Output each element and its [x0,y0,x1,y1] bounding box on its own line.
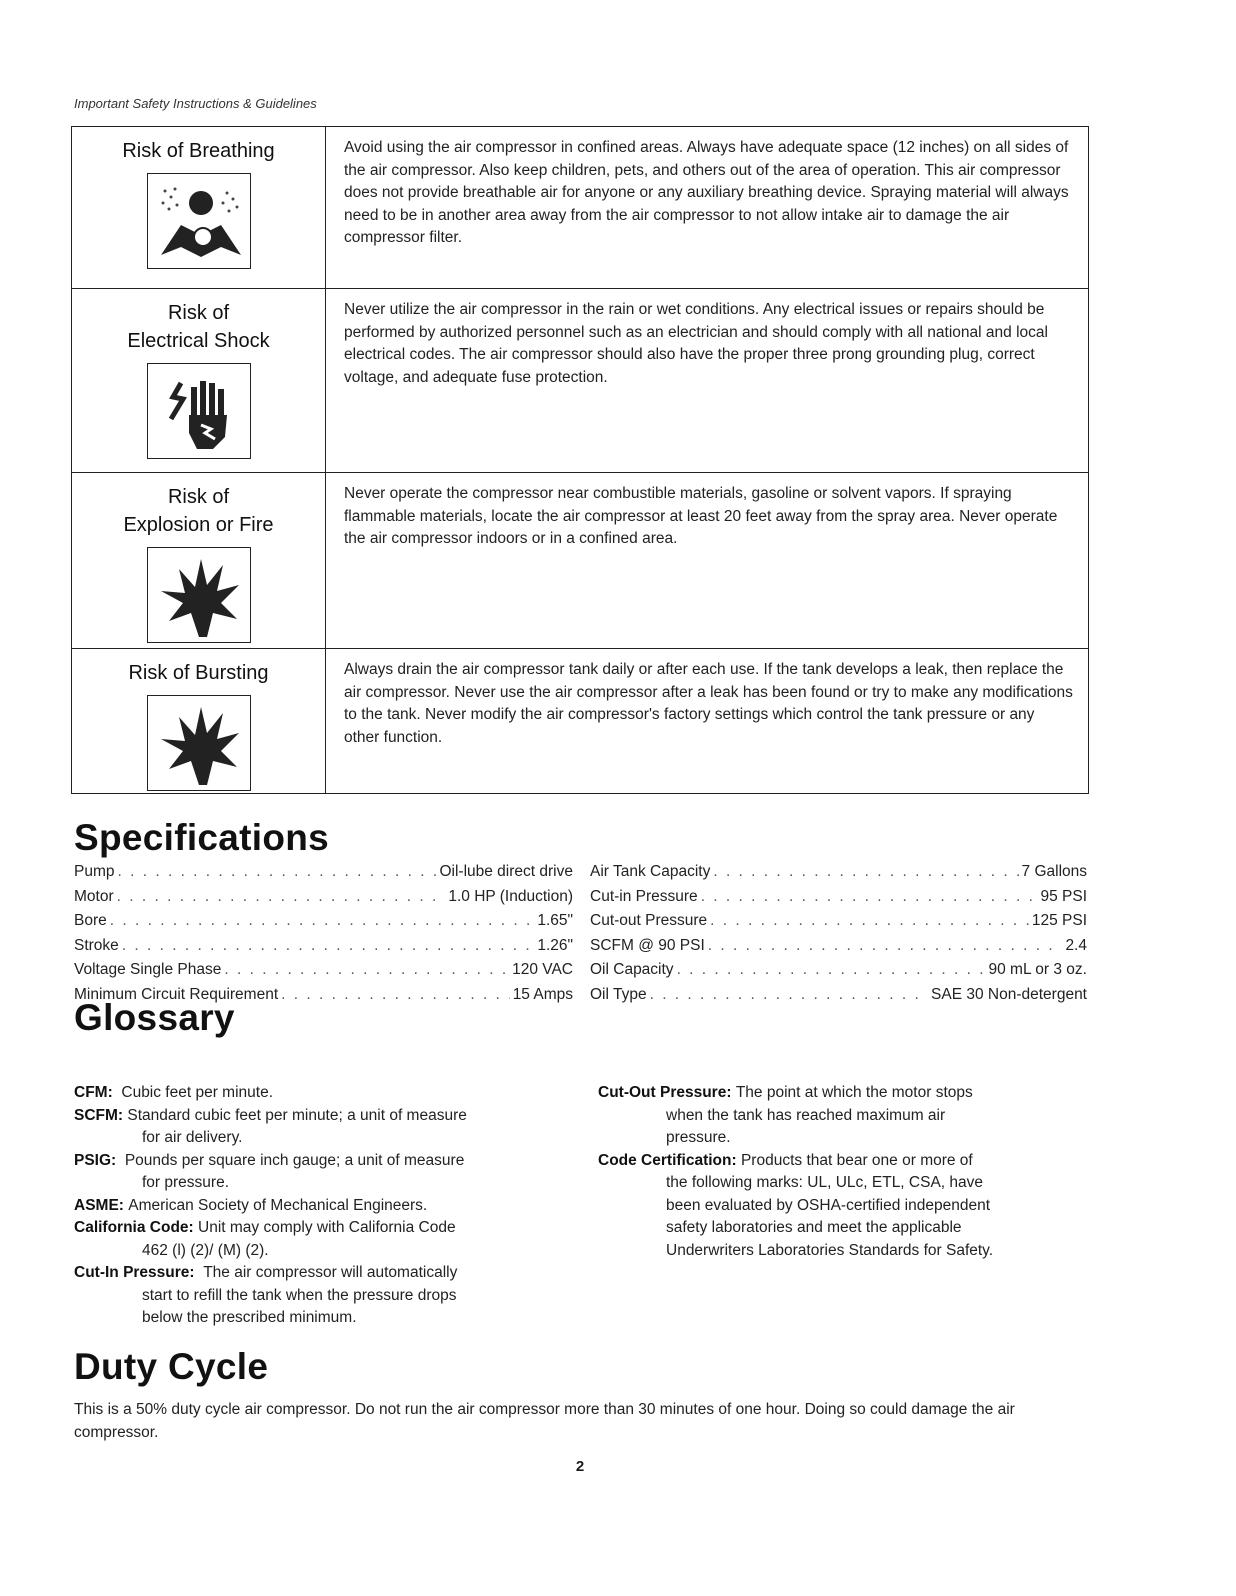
glossary-entry: PSIG: Pounds per square inch gauge; a unit of measure for pressure. [74,1151,465,1191]
risk-cell [72,473,326,648]
electric-shock-hand-icon [147,363,251,459]
glossary-entry: SCFM: Standard cubic feet per minute; a unit of measure for air delivery. [74,1106,467,1146]
spec-row: Stroke . . . 1.26" [74,934,573,959]
risk-title: Risk of Explosion or Fire [123,486,274,536]
spec-row: Cut-out Pressure . . . 125 PSI [590,909,1087,934]
spec-row: Motor . . . 1.0 HP (Induction) [74,885,573,910]
leader-dots [110,909,535,934]
risk-title: Risk of Electrical Shock [127,302,270,352]
risk-title: Risk of Breathing [122,140,275,162]
burst-icon [147,695,251,791]
risk-cell [72,649,326,793]
leader-dots [713,860,1018,885]
safety-row-electrical [72,289,1088,473]
leader-dots [650,983,928,1008]
leader-dots [710,909,1029,934]
spec-column-left [74,860,573,1008]
leader-dots [677,958,986,983]
glossary-entry: CFM: Cubic feet per minute. [74,1084,274,1101]
page-number: 2 [575,1458,585,1475]
spec-row: Cut-in Pressure . . . 95 PSI [590,885,1087,910]
safety-row-explosion [72,473,1088,649]
glossary-column-right [598,1082,1088,1262]
safety-row-breathing [72,127,1088,289]
spec-row: Air Tank Capacity . . . 7 Gallons [590,860,1087,885]
spec-row: Pump . . . Oil-lube direct drive [74,860,573,885]
glossary-entry: Cut-Out Pressure: The point at which the motor stops when the tank has reached maximum air pressure. [598,1084,973,1146]
duty-cycle-heading: Duty Cycle [74,1346,269,1387]
risk-description: Never operate the compressor near combustible materials, gasoline or solvent vapors. If spraying flammable materials, locate the air compressor at least 20 feet away from the spray area. Never operate the air compressor indoors or in a confined area. [344,485,1058,547]
risk-description: Avoid using the air compressor in confined areas. Always have adequate space (12 inches) on all sides of the air compressor. Also keep children, pets, and others out of the area of operation. This air compressor does not provide breathable air for anyone or any auxiliary breathing device. Spraying material will always need to be in another area away from the air compressor to not allow intake air to damage the air compressor filter. [344,139,1069,246]
explosion-icon [147,547,251,643]
spec-row: SCFM @ 90 PSI . . . 2.4 [590,934,1087,959]
spec-row: Minimum Circuit Requirement . . . 15 Amps [74,983,573,1008]
leader-dots [224,958,509,983]
leader-dots [701,885,1038,910]
glossary-entry: Cut-In Pressure: The air compressor will automatically start to refill the tank when the pressure drops below the prescribed minimum. [74,1264,458,1326]
glossary-heading: Glossary [74,997,235,1038]
risk-cell [72,127,326,288]
leader-dots [118,860,437,885]
spec-row: Oil Type . . . SAE 30 Non-detergent [590,983,1087,1008]
risk-description: Never utilize the air compressor in the rain or wet conditions. Any electrical issues or repairs should be performed by authorized personnel such as an electrician and should comply with all national and local electrical codes. The air compressor should also have the proper three prong grounding plug, correct voltage, and adequate fuse protection. [344,301,1048,386]
duty-cycle-text: This is a 50% duty cycle air compressor. Do not run the air compressor more than 30 minutes of one hour. Doing so could damage the air compressor. [74,1401,1015,1441]
leader-dots [281,983,510,1008]
risk-title: Risk of Bursting [128,662,269,684]
leader-dots [117,885,446,910]
spec-row: Bore . . . 1.65" [74,909,573,934]
leader-dots [708,934,1063,959]
risk-description: Always drain the air compressor tank daily or after each use. If the tank develops a leak, then replace the air compressor. Never use the air compressor after a leak has been found or try to make any modifications to the tank. Never modify the air compressor's factory settings which control the tank pressure or any other function. [344,661,1073,746]
risk-cell [72,289,326,472]
glossary-entry: Code Certification: Products that bear one or more of the following marks: UL, ULc, ETL, CSA, have been evaluated by OSHA-certified independent safety laboratories and meet the applicable Underwriters Laboratories Standards for Safety. [598,1151,994,1259]
spec-row: Oil Capacity . . . 90 mL or 3 oz. [590,958,1087,983]
breathing-hazard-icon [147,173,251,269]
specifications-heading: Specifications [74,817,330,858]
glossary-entry: ASME: American Society of Mechanical Engineers. [74,1196,428,1214]
glossary-entry: California Code: Unit may comply with California Code 462 (l) (2)/ (M) (2). [74,1219,456,1259]
glossary-column-left [74,1082,574,1330]
spec-column-right [590,860,1087,1008]
leader-dots [122,934,535,959]
safety-table [71,126,1089,794]
safety-row-bursting [72,649,1088,793]
spec-row: Voltage Single Phase . . . 120 VAC [74,958,573,983]
running-head: Important Safety Instructions & Guidelines [74,96,317,111]
